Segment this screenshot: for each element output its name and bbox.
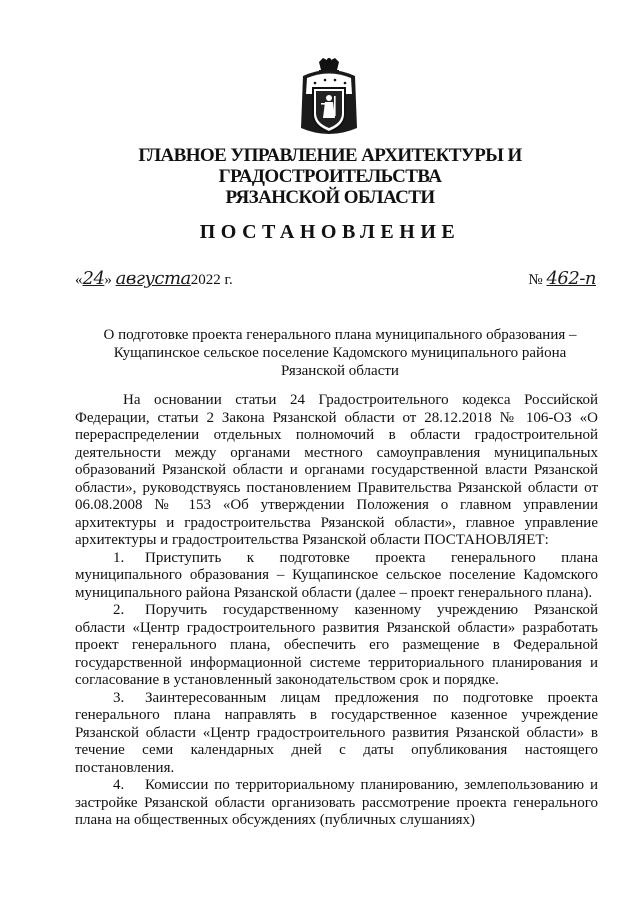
document-date xyxy=(75,268,233,289)
organization-title xyxy=(40,145,620,208)
subject-line-2: Кущапинское сельское поселение Кадомского муниципального района xyxy=(113,345,567,361)
date-month: августа xyxy=(115,268,191,289)
list-item xyxy=(75,777,598,830)
number-prefix: № xyxy=(528,272,543,288)
item-number: 2. xyxy=(113,602,125,618)
date-close-quote: » xyxy=(104,272,112,288)
org-title-line-1: ГЛАВНОЕ УПРАВЛЕНИЕ АРХИТЕКТУРЫ И ГРАДОСТРОИТЕЛЬСТВА xyxy=(138,145,522,187)
date-year: 2022 г. xyxy=(190,272,233,288)
document-type-heading: ПОСТАНОВЛЕНИЕ xyxy=(199,221,461,243)
item-text: Комиссии по территориальному планированию, землепользованию и застройке Рязанской области организовать рассмотрение проекта генерального плана на общественных обсуждениях (публичных слушаниях) xyxy=(75,777,598,828)
subject-line-1: О подготовке проекта генерального плана муниципального образования – xyxy=(103,327,577,343)
date-open-quote: « xyxy=(75,272,83,288)
document-number xyxy=(528,268,596,289)
coat-of-arms-icon xyxy=(297,58,361,140)
org-title-line-2: РЯЗАНСКОЙ ОБЛАСТИ xyxy=(225,187,435,208)
item-text: Поручить государственному казенному учреждению Рязанской области «Центр градостроительного развития Рязанской области» разработать проект генерального плана, обеспечить его размещение в Федеральной государственной информационной системе территориального планирования и согласование в установленный законодательством срок и порядке. xyxy=(75,602,598,688)
item-text: Заинтересованным лицам предложения по подготовке проекта генерального плана направлять в государственное казенное учреждение Рязанской области «Центр градостроительного развития Рязанской области» в течение семи календарных дней с даты опубликования настоящего постановления. xyxy=(75,689,598,776)
item-number: 1. xyxy=(113,549,125,566)
list-item xyxy=(75,602,598,690)
item-text: Приступить к подготовке проекта генерального плана муниципального образования – Кущапинское сельское поселение Кадомского муниципального района Рязанской области (далее – проект генерального плана). xyxy=(75,549,598,601)
preamble-paragraph: На основании статьи 24 Градостроительного кодекса Российской Федерации, статьи 2 Закона Рязанской области от 28.12.2018 № 106-ОЗ «О перераспределении отдельных полномочий в области градостроительной деятельности между органами местного самоуправления муниципальных образований Рязанской области и органами государственной власти Рязанской области», руководствуясь постановлением Правительства Рязанской области от 06.08.2008 № 153 «Об утверждении Положения о главном управлении архитектуры и градостроительства Рязанской области», главное управление архитектуры и градостроительства Рязанской области ПОСТАНОВЛЯЕТ: xyxy=(75,392,598,548)
subject-line-3: Рязанской области xyxy=(281,363,399,379)
date-day: 24 xyxy=(82,268,105,289)
document-body xyxy=(75,392,598,830)
item-number: 3. xyxy=(113,689,125,706)
document-subject xyxy=(78,326,602,380)
list-item xyxy=(75,690,598,778)
number-value: 462-п xyxy=(546,268,596,289)
item-number: 4. xyxy=(113,777,125,793)
list-item xyxy=(75,550,598,603)
